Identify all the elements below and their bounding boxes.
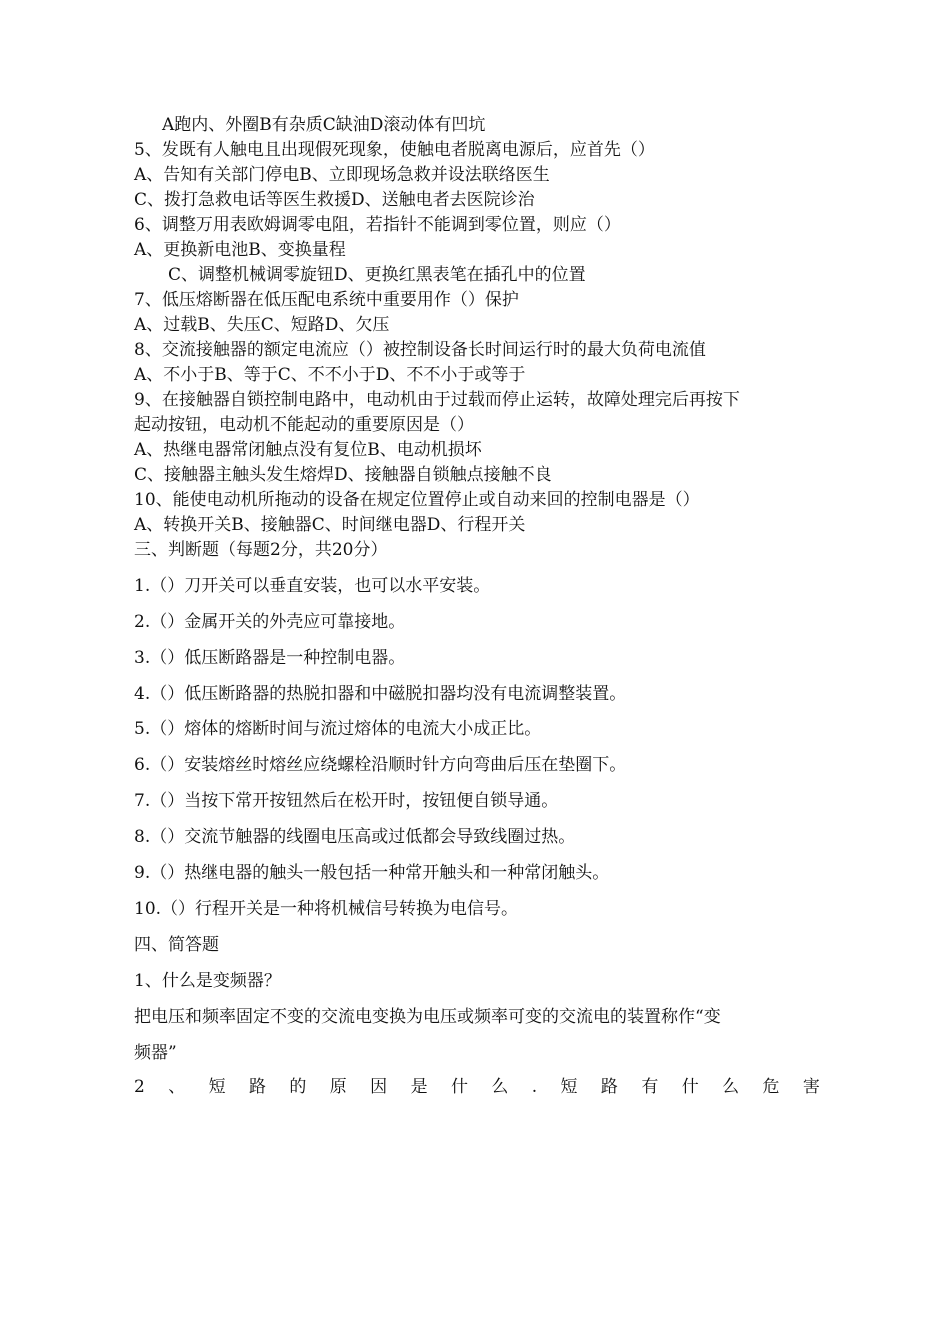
judge-item: 4.（）低压断路器的热脱扣器和中磁脱扣器均没有电流调整装置。 [134, 684, 627, 704]
option-line: A、过载B、失压C、短路D、欠压 [134, 315, 390, 335]
short-answer-1-answer: 把电压和频率固定不变的交流电变换为电压或频率可变的交流电的装置称作“变 [134, 1007, 721, 1027]
q2-char: 路 [600, 1077, 618, 1097]
question-8: 8、交流接触器的额定电流应（）被控制设备长时间运行时的最大负荷电流值 [134, 340, 706, 360]
option-line: C、调整机械调零旋钮D、更换红黑表笔在插孔中的位置 [168, 265, 586, 285]
judge-item: 7.（）当按下常开按钮然后在松开时，按钮便自锁导通。 [134, 791, 559, 811]
q2-char: 的 [289, 1077, 307, 1097]
q2-char: 2 [134, 1077, 145, 1097]
question-9: 9、在接触器自锁控制电路中，电动机由于过载而停止运转，故障处理完后再按下 [134, 390, 740, 410]
option-line: A、不小于B、等于C、不不小于D、不不小于或等于 [134, 365, 526, 385]
judge-item: 10.（）行程开关是一种将机械信号转换为电信号。 [134, 899, 519, 919]
q2-char: 有 [641, 1077, 659, 1097]
q2-char: 是 [410, 1077, 428, 1097]
question-6: 6、调整万用表欧姆调零电阻，若指针不能调到零位置，则应（） [134, 215, 621, 235]
option-line: A、热继电器常闭触点没有复位B、电动机损坏 [134, 440, 482, 460]
q2-char: 害 [802, 1077, 820, 1097]
q2-char: 、 [168, 1077, 186, 1097]
question-5: 5、发既有人触电且出现假死现象，使触电者脱离电源后，应首先（） [134, 140, 655, 160]
judge-item: 2.（）金属开关的外壳应可靠接地。 [134, 612, 406, 632]
q2-char: . [531, 1077, 538, 1097]
option-line: A跑内、外圈B有杂质C缺油D滚动体有凹坑 [162, 115, 486, 135]
short-answer-question-2 [134, 1076, 820, 1098]
q2-char: 短 [208, 1077, 226, 1097]
question-10: 10、能使电动机所拖动的设备在规定位置停止或自动来回的控制电器是（） [134, 490, 700, 510]
option-line: A、告知有关部门停电B、立即现场急救并设法联络医生 [134, 165, 550, 185]
q2-char: 原 [329, 1077, 347, 1097]
q2-char: 路 [249, 1077, 266, 1097]
option-line: C、接触器主触头发生熔焊D、接触器自锁触点接触不良 [134, 465, 552, 485]
q2-char: 因 [370, 1077, 388, 1097]
question-7: 7、低压熔断器在低压配电系统中重要用作（）保护 [134, 290, 519, 310]
question-9-continued: 起动按钮，电动机不能起动的重要原因是（） [134, 415, 474, 435]
q2-char: 么 [722, 1077, 740, 1097]
judge-item: 9.（）热继电器的触头一般包括一种常开触头和一种常闭触头。 [134, 863, 610, 883]
q2-char: 么 [491, 1077, 509, 1097]
q2-char: 什 [450, 1077, 468, 1097]
judge-item: 3.（）低压断路器是一种控制电器。 [134, 648, 406, 668]
q2-char: 危 [762, 1077, 780, 1097]
option-line: A、转换开关B、接触器C、时间继电器D、行程开关 [134, 515, 526, 535]
short-answer-question-1: 1、什么是变频器？ [134, 971, 281, 991]
option-line: A、更换新电池B、变换量程 [134, 240, 346, 260]
judge-item: 5.（）熔体的熔断时间与流过熔体的电流大小成正比。 [134, 719, 542, 739]
option-line: C、拨打急救电话等医生救援D、送触电者去医院诊治 [134, 190, 535, 210]
short-answer-1-answer-continued: 频器” [134, 1043, 177, 1063]
q2-char: 什 [681, 1077, 699, 1097]
judge-item: 8.（）交流节触器的线圈电压高或过低都会导致线圈过热。 [134, 827, 576, 847]
section-heading-true-false: 三、判断题（每题2分，共20分） [134, 540, 388, 560]
section-heading-short-answer: 四、简答题 [134, 935, 219, 955]
q2-char: 短 [560, 1077, 578, 1097]
judge-item: 6.（）安装熔丝时熔丝应绕螺栓沿顺时针方向弯曲后压在垫圈下。 [134, 755, 627, 775]
judge-item: 1.（）刀开关可以垂直安装，也可以水平安装。 [134, 576, 491, 596]
